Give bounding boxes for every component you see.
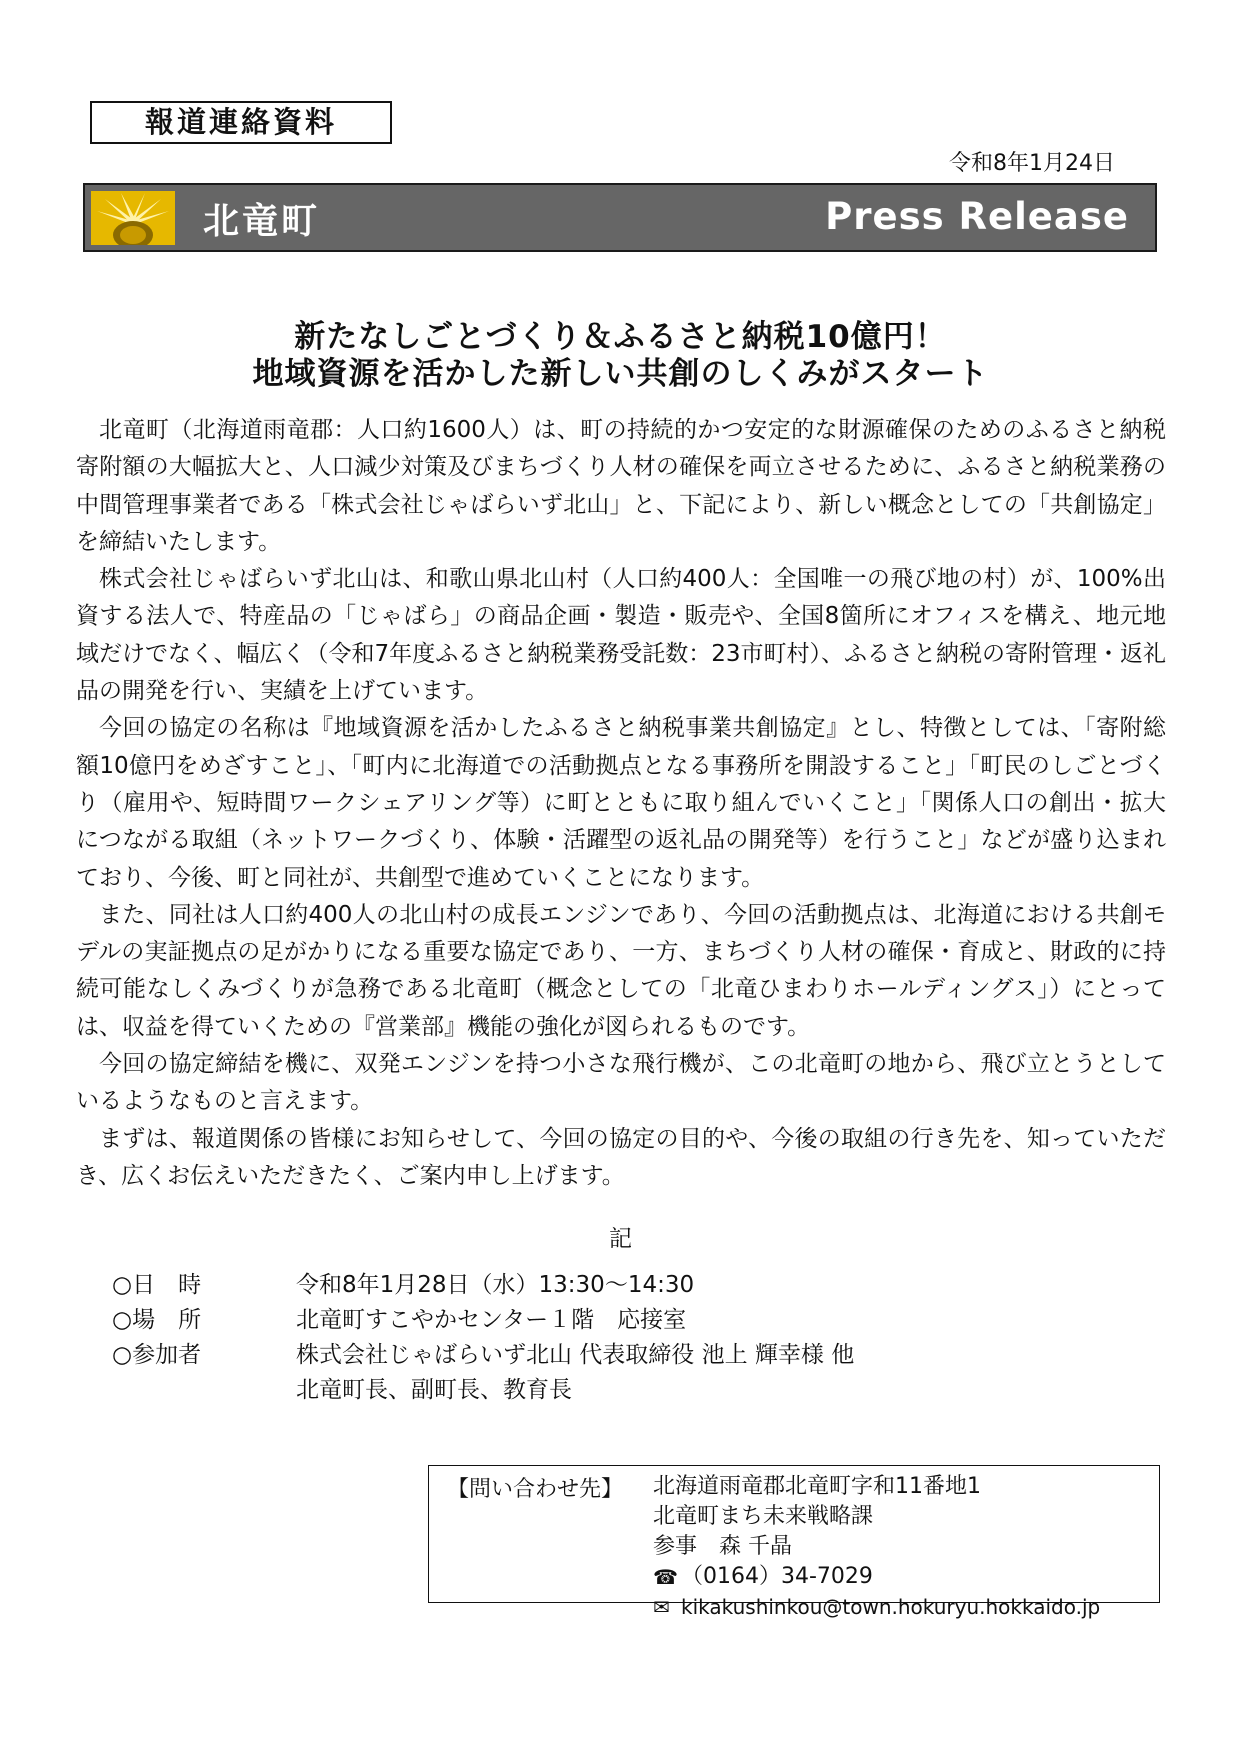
detail-value: 令和8年1月28日（水）13:30～14:30 <box>296 1272 695 1298</box>
headline-line-2: 地域資源を活かした新しい共創のしくみがスタート <box>252 356 989 392</box>
detail-row-participants-cont <box>112 1373 854 1408</box>
detail-value: 株式会社じゃばらいず北山 代表取締役 池上 輝幸様 他 <box>296 1342 855 1368</box>
detail-label: ○場 所 <box>112 1307 202 1333</box>
contact-person: 参事 森 千晶 <box>653 1534 792 1559</box>
detail-label: ○日 時 <box>112 1272 202 1298</box>
contact-address: 北海道雨竜郡北竜町字和11番地1 <box>653 1474 981 1499</box>
detail-label: ○参加者 <box>112 1342 202 1368</box>
headline-line-1: 新たなしごとづくり＆ふるさと納税10億円！ <box>294 319 947 355</box>
paragraph: まずは、報道関係の皆様にお知らせして、今回の協定の目的や、今後の取組の行き先を、知っていただき、広くお伝えいただきたく、ご案内申し上げます。 <box>76 1125 1166 1189</box>
paragraph: また、同社は人口約400人の北山村の成長エンジンであり、今回の活動拠点は、北海道における共創モデルの実証拠点の足がかりになる重要な協定であり、一方、まちづくり人材の確保・育成と、財政的に持続可能なしくみづくりが急務である北竜町（概念としての「北竜ひまわりホールディングス」）にとっては、収益を得ていくための『営業部』機能の強化が図られるものです。 <box>76 901 1166 1040</box>
document-date: 令和8年1月24日 <box>949 151 1115 176</box>
paragraph: 北竜町（北海道雨竜郡：人口約1600人）は、町の持続的かつ安定的な財源確保のためのふるさと納税寄附額の大幅拡大と、人口減少対策及びまちづくり人材の確保を両立させるために、ふるさと納税業務の中間管理事業者である「株式会社じゃばらいず北山」と、下記により、新しい概念としての「共創協定」を締結いたします。 <box>76 417 1166 555</box>
contact-box <box>428 1465 1160 1619</box>
header-banner <box>83 183 1157 252</box>
detail-row-place <box>112 1303 854 1338</box>
press-release-label: Press Release <box>825 195 1129 238</box>
contact-email[interactable]: kikakushinkou@town.hokuryu.hokkaido.jp <box>681 1595 1101 1619</box>
contact-department: 北竜町まち未来戦略課 <box>653 1504 874 1529</box>
paragraph: 株式会社じゃばらいず北山は、和歌山県北山村（人口約400人：全国唯一の飛び地の村）が、100%出資する法人で、特産品の「じゃばら」の商品企画・製造・販売や、全国8箇所にオフィスを構え、地元地域だけでなく、幅広く（令和7年度ふるさと納税業務受託数：23市町村）、ふるさと納税の寄附管理・返礼品の開発を行い、実績を上げています。 <box>76 566 1166 705</box>
contact-phone: （0164）34-7029 <box>681 1564 873 1589</box>
paragraph: 今回の協定の名称は『地域資源を活かしたふるさと納税事業共創協定』とし、特徴としては、「寄附総額10億円をめざすこと」、「町内に北海道での活動拠点となる事務所を開設すること」「町民のしごとづくり（雇用や、短時間ワークシェアリング等）に町とともに取り組んでいくこと」「関係人口の創出・拡大につながる取組（ネットワークづくり、体験・活躍型の返礼品の開発等）を行うこと」などが盛り込まれており、今後、町と同社が、共創型で進めていくことになります。 <box>76 715 1166 891</box>
town-name: 北竜町 <box>203 201 321 242</box>
contact-label: 【問い合わせ先】 <box>447 1477 624 1502</box>
press-contact-label: 報道連絡資料 <box>90 101 392 144</box>
phone-icon: ☎ <box>653 1565 678 1589</box>
detail-label <box>112 1373 296 1408</box>
paragraph: 今回の協定締結を機に、双発エンジンを持つ小さな飛行機が、この北竜町の地から、飛び立とうとしているようなものと言えます。 <box>76 1051 1166 1115</box>
sunflower-logo-icon <box>91 191 175 245</box>
notice-heading: 記 <box>609 1226 632 1252</box>
event-details <box>112 1268 854 1408</box>
detail-value: 北竜町長、副町長、教育長 <box>296 1377 572 1403</box>
detail-row-participants <box>112 1338 854 1373</box>
detail-row-date <box>112 1268 854 1303</box>
body-text <box>76 412 1166 1195</box>
detail-value: 北竜町すこやかセンター１階 応接室 <box>296 1307 687 1333</box>
mail-icon: ✉ <box>653 1595 670 1619</box>
